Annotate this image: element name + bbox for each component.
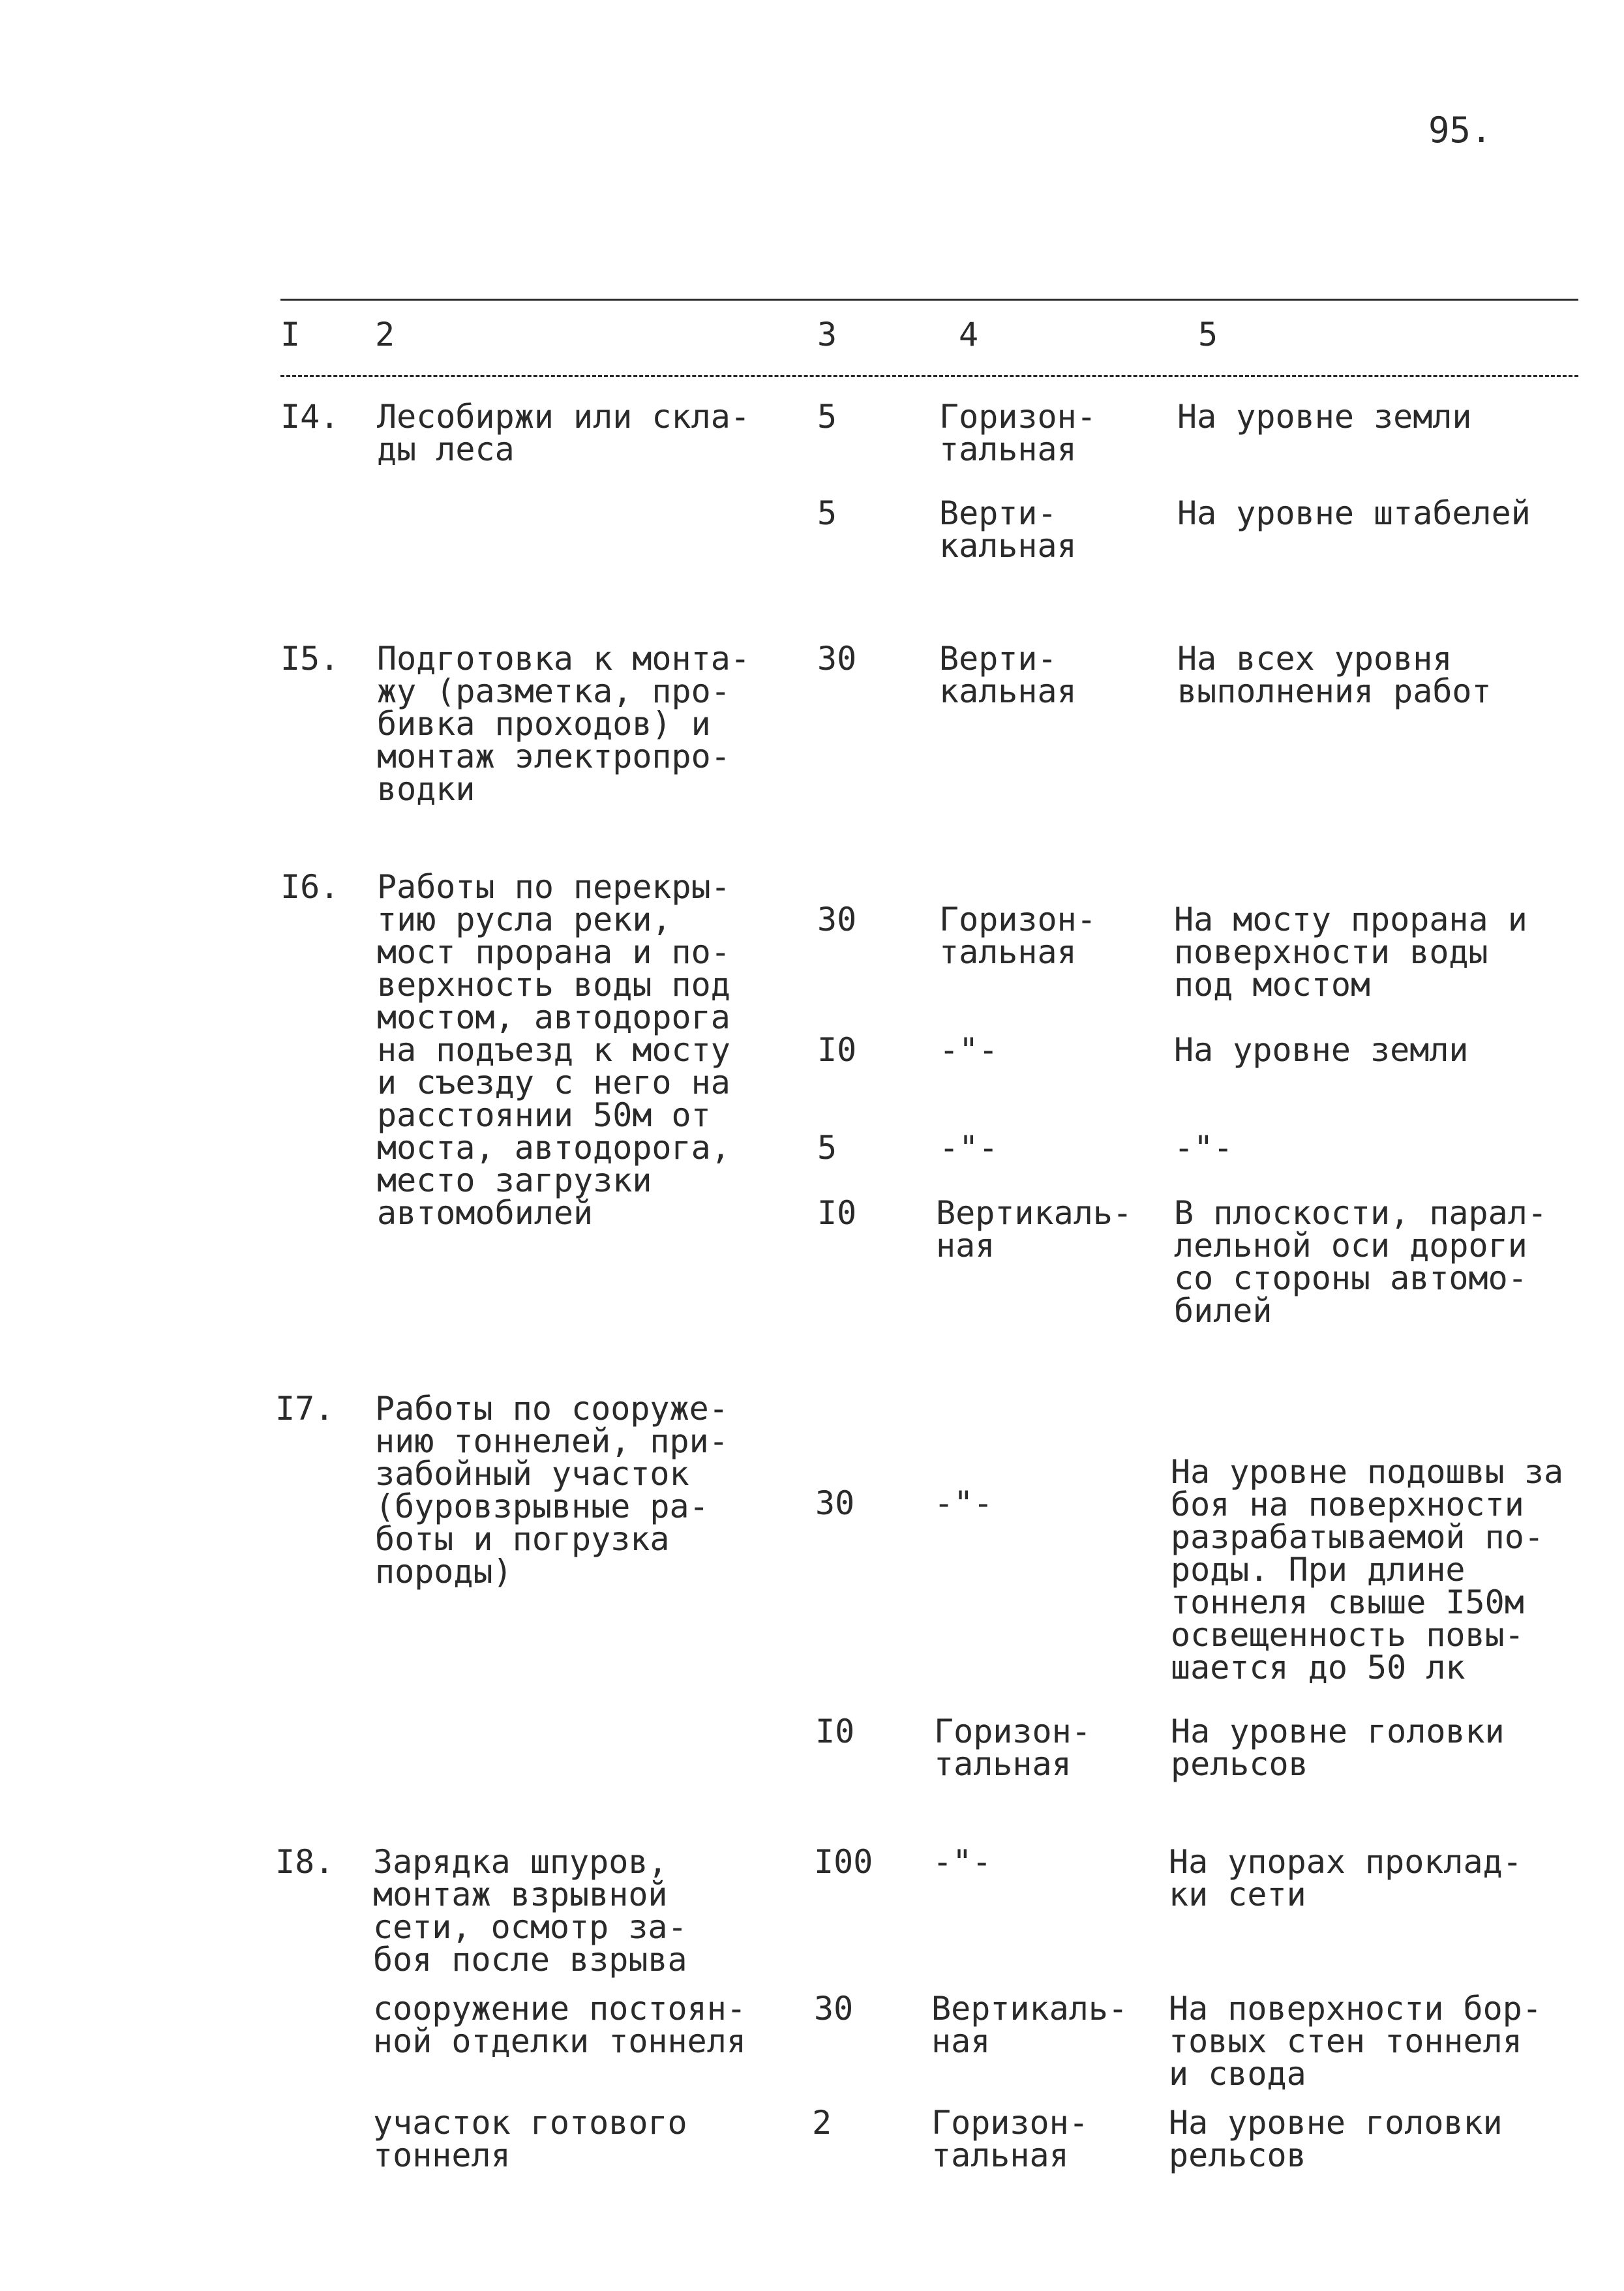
measurement-location: На уровне головки рельсов (1171, 1713, 1505, 1783)
illuminance-value: 5 (817, 1129, 837, 1167)
header-col-1: I (280, 316, 301, 353)
row-number: I8. (275, 1843, 335, 1881)
page-number: 95. (1428, 110, 1492, 151)
row-number: I7. (275, 1390, 335, 1428)
illumination-plane: Верти- кальная (939, 494, 1077, 565)
illuminance-value: 30 (815, 1484, 855, 1522)
header-col-5: 5 (1198, 316, 1218, 353)
illumination-plane: -"- (934, 1484, 993, 1522)
work-description: Зарядка шпуров, монтаж взрывной сети, осмотр за- боя после взрыва (373, 1843, 687, 1979)
measurement-location: На уровне земли (1174, 1031, 1469, 1069)
measurement-location: В плоскости, парал- лельной оси дороги со стороны автомо- билей (1174, 1194, 1547, 1330)
work-description: сооружение постоян- ной отделки тоннеля (373, 1990, 746, 2060)
illumination-plane: Горизон- тальная (934, 1713, 1091, 1783)
illuminance-value: 30 (817, 901, 857, 938)
work-description: Работы по перекры- тию русла реки, мост прорана и по- верхность воды под мостом, автодорога на подъезд к мосту и съезду с него на расстоянии 50м от моста, автодорога, место загрузки автомобилей (377, 868, 730, 1232)
measurement-location: На уровне подошвы за боя на поверхности разрабатываемой по- роды. При длине тоннеля свыше I50м освещенность повы- шается до 50 лк (1171, 1453, 1564, 1686)
work-description: Работы по сооруже- нию тоннелей, при- забойный участок (буровзрывные ра- боты и погрузка породы) (375, 1390, 729, 1591)
illumination-plane: Вертикаль- ная (936, 1194, 1133, 1265)
work-description: Подготовка к монта- жу (разметка, про- бивка проходов) и монтаж электропро- водки (377, 640, 750, 808)
header-col-2: 2 (375, 316, 395, 353)
measurement-location: На упорах проклад- ки сети (1169, 1843, 1522, 1913)
illumination-plane: Верти- кальная (939, 640, 1077, 710)
header-col-3: 3 (817, 316, 837, 353)
illuminance-value: I0 (817, 1031, 857, 1069)
row-number: I5. (280, 640, 340, 678)
illumination-plane: -"- (939, 1129, 999, 1167)
measurement-location: На всех уровня выполнения работ (1177, 640, 1492, 710)
row-number: I4. (280, 398, 340, 436)
header-bottom-rule (280, 375, 1578, 377)
illuminance-value: 5 (817, 494, 837, 532)
illumination-plane: Горизон- тальная (939, 901, 1096, 971)
row-number: I6. (280, 868, 340, 906)
measurement-location: На мосту прорана и поверхности воды под мостом (1174, 901, 1527, 1004)
work-description: участок готового тоннеля (373, 2104, 687, 2174)
illumination-plane: -"- (939, 1031, 999, 1069)
illumination-plane: -"- (933, 1843, 992, 1881)
illumination-plane: Горизон- тальная (939, 398, 1096, 468)
measurement-location: На уровне земли (1177, 398, 1472, 436)
illuminance-value: I0 (817, 1194, 857, 1232)
header-col-4: 4 (959, 316, 979, 353)
table-top-rule (280, 299, 1578, 301)
illumination-plane: Вертикаль- ная (931, 1990, 1128, 2060)
illuminance-value: I0 (815, 1713, 855, 1750)
illuminance-value: 2 (812, 2104, 832, 2142)
illuminance-value: 5 (817, 398, 837, 436)
measurement-location: На уровне головки рельсов (1169, 2104, 1503, 2174)
measurement-location: На поверхности бор- товых стен тоннеля и свода (1169, 1990, 1542, 2093)
work-description: Лесобиржи или скла- ды леса (377, 398, 750, 468)
illumination-plane: Горизон- тальная (931, 2104, 1089, 2174)
measurement-location: -"- (1174, 1129, 1233, 1167)
measurement-location: На уровне штабелей (1177, 494, 1531, 532)
illuminance-value: 30 (814, 1990, 854, 2028)
illuminance-value: 30 (817, 640, 857, 678)
illuminance-value: I00 (814, 1843, 873, 1881)
